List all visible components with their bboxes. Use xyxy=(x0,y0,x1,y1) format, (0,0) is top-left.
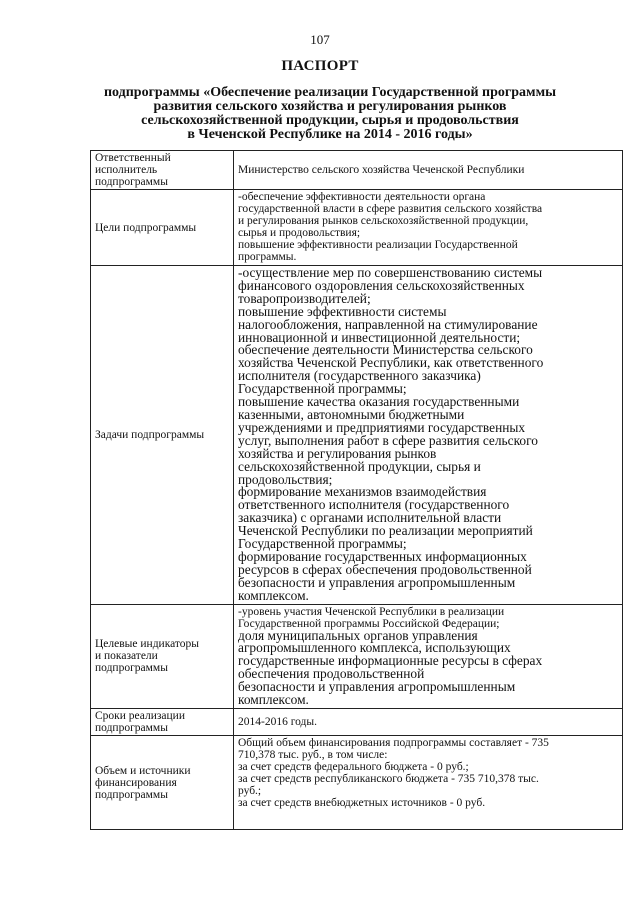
page-title: ПАСПОРТ xyxy=(281,58,359,74)
row-label xyxy=(91,709,234,736)
table-row-period xyxy=(91,709,623,736)
text-line: сырья и продовольствия; xyxy=(238,227,361,239)
text-line: программы. xyxy=(238,251,297,263)
row-value xyxy=(234,266,623,605)
text-line: исполнителя (государственного заказчика) xyxy=(238,368,481,384)
text-line: -уровень участия Чеченской Республики в реализации xyxy=(238,605,505,618)
page-subtitle xyxy=(60,86,600,142)
text-line: продовольствия; xyxy=(238,471,333,487)
text-line: подпрограммы xyxy=(95,788,168,801)
text-line: налогообложения, направленной на стимулирование xyxy=(238,316,538,332)
text-line: услуг, выполнения работ в сфере развития сельского xyxy=(238,432,538,448)
subtitle-line: сельскохозяйственной продукции, сырья и продовольствия xyxy=(141,113,519,128)
text-line: Чеченской Республики по реализации мероприятий xyxy=(238,523,533,539)
subtitle-line: развития сельского хозяйства и регулирования рынков xyxy=(153,99,507,114)
row-label xyxy=(91,604,234,708)
text-line: Цели подпрограммы xyxy=(95,221,197,234)
text-line: и регулирования рынков сельскохозяйственной продукции, xyxy=(238,215,529,227)
text-line: финансирования xyxy=(95,776,177,789)
text-line: комплексом. xyxy=(238,692,309,708)
text-line: формирование механизмов взаимодействия xyxy=(238,484,487,500)
text-line: комплексом. xyxy=(238,587,309,603)
text-line: государственные информационные ресурсы в сферах xyxy=(238,653,543,669)
text-line: казенными, автономными бюджетными xyxy=(238,406,465,422)
text-line: и показатели xyxy=(95,650,158,663)
text-line: обеспечения продовольственной xyxy=(238,666,425,682)
text-line: Государственной программы Российской Федерации; xyxy=(238,617,500,630)
text-line: заказчика) с органами исполнительной власти xyxy=(238,510,502,526)
text-line: подпрограммы xyxy=(95,176,168,188)
text-line: агропромышленного комплекса, использующих xyxy=(238,640,511,656)
text-line: -осуществление мер по совершенствованию системы xyxy=(238,265,543,280)
text-line: обеспечение деятельности Министерства сельского xyxy=(238,342,533,358)
text-line: подпрограммы xyxy=(95,662,168,675)
text-line: государственной власти в сфере развития сельского хозяйства xyxy=(238,203,543,215)
subtitle-line: в Чеченской Республике на 2014 - 2016 годы» xyxy=(187,127,473,142)
text-line: инновационной и инвестиционной деятельности; xyxy=(238,329,521,345)
text-line: 710,378 тыс. руб., в том числе: xyxy=(238,749,388,761)
text-line: ресурсов в сферах обеспечения продовольственной xyxy=(238,561,532,577)
row-value xyxy=(234,736,623,830)
text-line: ответственного исполнителя (государственного xyxy=(238,497,510,513)
text-line: финансового оздоровления сельскохозяйственных xyxy=(238,277,525,293)
text-line: сельскохозяйственной продукции, сырья и xyxy=(238,458,481,474)
row-label xyxy=(91,266,234,605)
row-value xyxy=(234,709,623,736)
table-row-indicators xyxy=(91,604,623,708)
table-row-funding xyxy=(91,736,623,830)
text-line: безопасности и управления агропромышленным xyxy=(238,679,516,695)
table-row-goals xyxy=(91,190,623,266)
text-line: Общий объем финансирования подпрограммы составляет - 735 xyxy=(238,737,549,749)
text-line: за счет средств республиканского бюджета - 735 710,378 тыс. xyxy=(238,773,539,785)
text-line: повышение эффективности реализации Государственной xyxy=(238,239,518,251)
row-label xyxy=(91,151,234,190)
text-line: безопасности и управления агропромышленным xyxy=(238,574,516,590)
text-line: подпрограммы xyxy=(95,722,168,734)
text-line: -обеспечение эффективности деятельности органа xyxy=(238,191,486,203)
text-line: Государственной программы; xyxy=(238,381,407,397)
table-row-tasks xyxy=(91,266,623,605)
page-number: 107 xyxy=(310,32,330,47)
text-line: хозяйства и регулирования рынков xyxy=(238,445,437,461)
text-line: Задачи подпрограммы xyxy=(95,428,205,441)
text-line: товаропроизводителей; xyxy=(238,290,371,306)
text-line: Объем и источники xyxy=(95,764,191,777)
text-line: учреждениями и предприятиями государственных xyxy=(238,419,526,435)
row-value xyxy=(234,190,623,266)
table-row-responsible xyxy=(91,151,623,190)
text-line: Ответственный xyxy=(95,152,171,164)
text-line: 2014-2016 годы. xyxy=(238,716,318,728)
text-line: доля муниципальных органов управления xyxy=(238,627,478,643)
passport-table xyxy=(90,150,623,830)
text-line: за счет средств внебюджетных источников - 0 руб. xyxy=(238,797,486,809)
text-line: Сроки реализации xyxy=(95,710,185,722)
subtitle-line: подпрограммы «Обеспечение реализации Государственной программы xyxy=(103,85,557,100)
text-line: повышение качества оказания государственными xyxy=(238,394,520,410)
text-line: исполнитель xyxy=(95,164,158,176)
text-line: Целевые индикаторы xyxy=(95,638,200,651)
text-line: Министерство сельского хозяйства Чеченской Республики xyxy=(238,164,525,176)
text-line: повышение эффективности системы xyxy=(238,303,447,319)
row-label xyxy=(91,190,234,266)
text-line: хозяйства Чеченской Республики, как ответственного xyxy=(238,355,544,371)
row-value xyxy=(234,604,623,708)
text-line: руб.; xyxy=(238,785,262,797)
row-value xyxy=(234,151,623,190)
row-label xyxy=(91,736,234,830)
text-line: формирование государственных информационных xyxy=(238,548,527,564)
text-line: за счет средств федерального бюджета - 0 руб.; xyxy=(238,761,469,773)
text-line: Государственной программы; xyxy=(238,536,407,552)
